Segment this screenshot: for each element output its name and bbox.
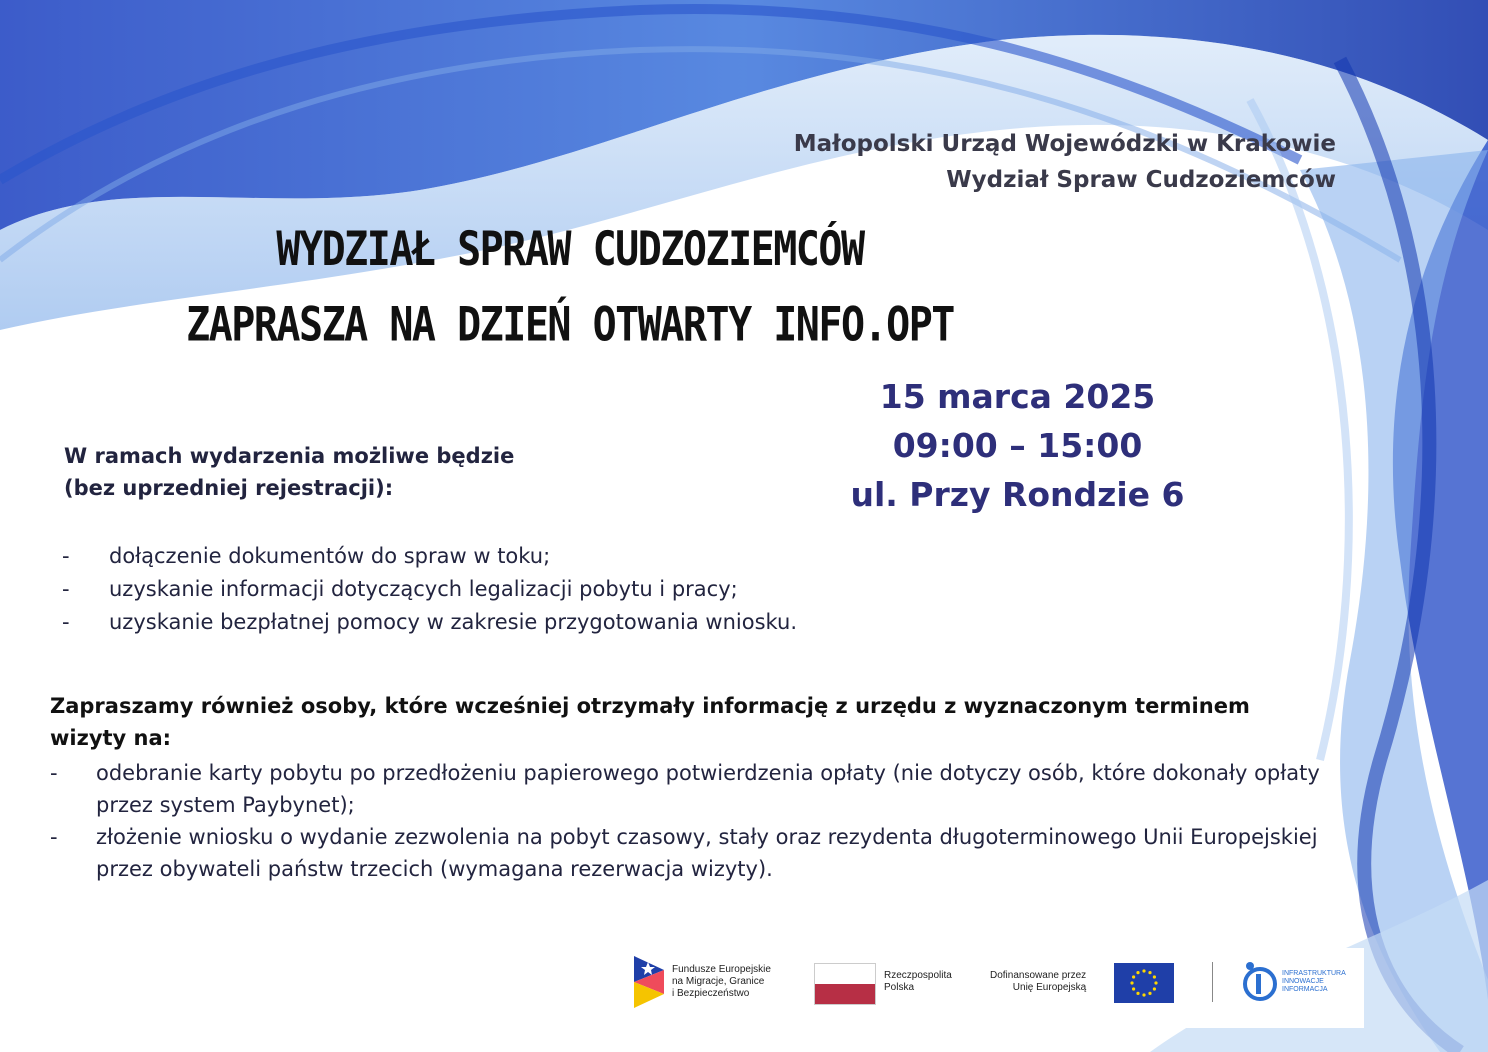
fundusze-europejskie-label: Fundusze Europejskie na Migracje, Granice i Bezpieczeństwo — [672, 964, 771, 999]
iii-label: INFRASTRUKTURA INNOWACJE INFORMACJA — [1282, 970, 1346, 993]
intro-line-1: W ramach wydarzenia możliwe będzie — [64, 444, 515, 468]
intro-line-2: (bez uprzedniej rejestracji): — [64, 476, 394, 500]
title-line-2: ZAPRASZA NA DZIEŃ OTWARTY INFO.OPT — [186, 298, 954, 353]
event-details — [820, 372, 1215, 519]
eu-funding-label: Dofinansowane przez Unię Europejską — [990, 970, 1087, 993]
list-item-text: uzyskanie informacji dotyczących legalizacji pobytu i pracy; — [109, 577, 738, 601]
rzeczpospolita-label: Rzeczpospolita Polska — [884, 970, 952, 993]
services-list — [62, 540, 797, 639]
list-item-text: odebranie karty pobytu po przedłożeniu papierowego potwierdzenia opłaty (nie dotyczy osób, które dokonały opłaty przez system Paybynet); — [96, 761, 1320, 817]
polish-flag-icon — [814, 963, 876, 1005]
list-dash: - — [50, 761, 58, 785]
fundusze-europejskie-logo-icon — [634, 956, 664, 1008]
title-line-1: WYDZIAŁ SPRAW CUDZOZIEMCÓW — [276, 222, 864, 277]
list-item — [50, 821, 1320, 885]
list-dash: - — [50, 825, 58, 849]
event-address: ul. Przy Rondzie 6 — [850, 475, 1185, 514]
event-time: 09:00 – 15:00 — [892, 426, 1143, 465]
invitation-text: Zapraszamy również osoby, które wcześniej otrzymały informację z urzędu z wyznaczonym terminem wizyty na: — [50, 694, 1250, 750]
list-dash: - — [62, 544, 70, 568]
org-name: Małopolski Urząd Wojewódzki w Krakowie — [793, 131, 1336, 157]
list-item — [62, 540, 797, 573]
logo-divider — [1212, 962, 1213, 1002]
organization-header — [794, 126, 1336, 198]
list-item-text: złożenie wniosku o wydanie zezwolenia na pobyt czasowy, stały oraz rezydenta długoterminowego Unii Europejskiej przez obywateli państw trzecich (wymagana rezerwacja wizyty). — [96, 825, 1318, 881]
list-item — [62, 606, 797, 639]
main-title — [150, 212, 990, 363]
list-item-text: dołączenie dokumentów do spraw w toku; — [109, 544, 551, 568]
iii-logo-icon — [1242, 960, 1278, 1004]
event-date: 15 marca 2025 — [879, 377, 1156, 416]
funding-logos-bar — [626, 948, 1364, 1028]
intro-text — [64, 440, 514, 504]
list-item — [50, 757, 1320, 821]
list-item — [62, 573, 797, 606]
list-item-text: uzyskanie bezpłatnej pomocy w zakresie przygotowania wniosku. — [109, 610, 798, 634]
appointment-list — [50, 757, 1320, 885]
org-department: Wydział Spraw Cudzoziemców — [946, 167, 1336, 193]
list-dash: - — [62, 577, 70, 601]
eu-flag-icon — [1114, 963, 1174, 1003]
list-dash: - — [62, 610, 70, 634]
